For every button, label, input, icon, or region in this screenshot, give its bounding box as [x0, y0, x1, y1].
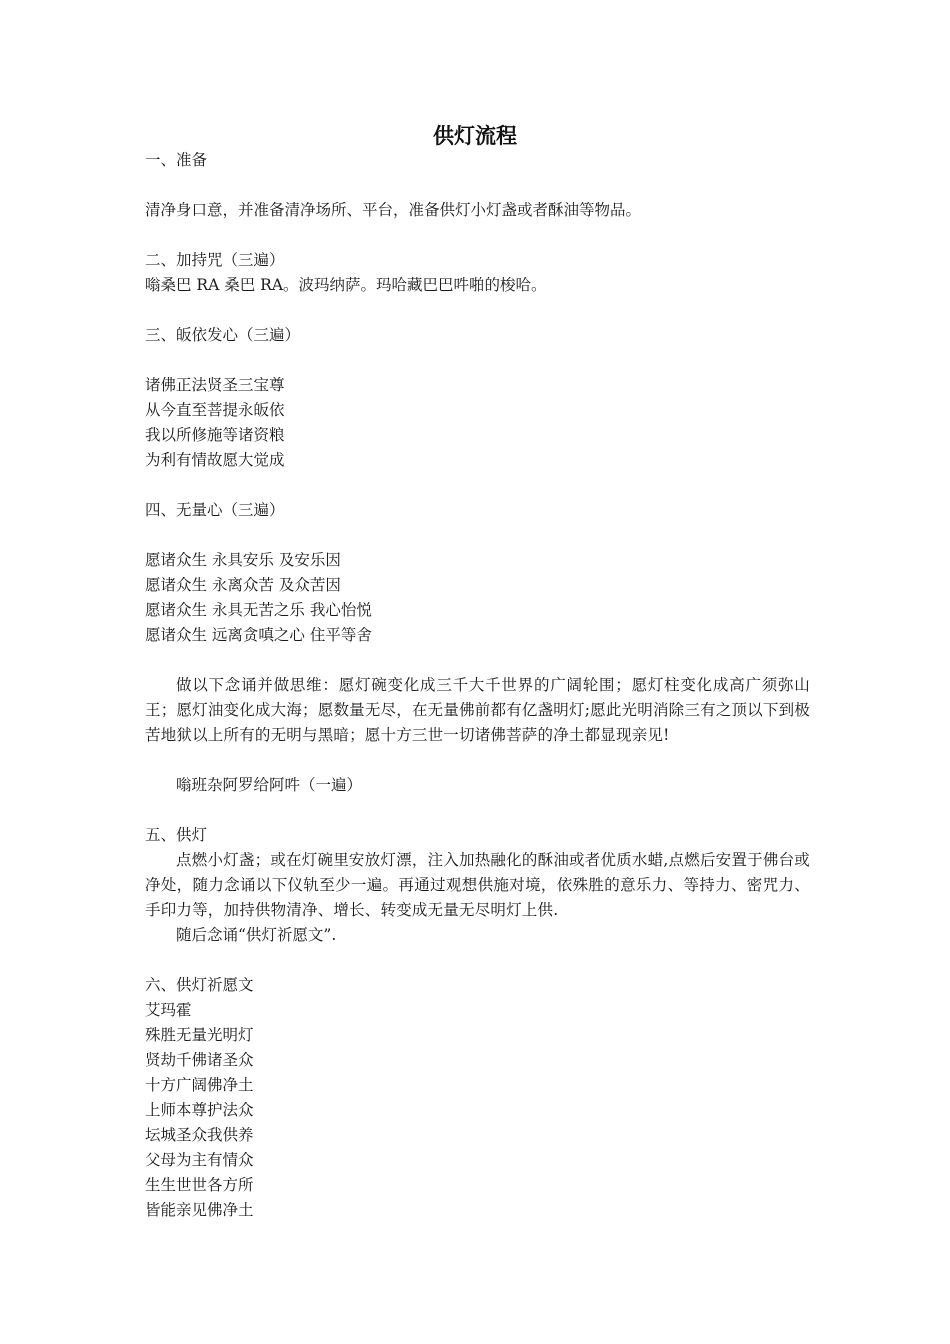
immeasurables-line: 愿诸众生 远离贪嗔之心 住平等舍	[145, 626, 372, 644]
section-heading-prayer: 六、供灯祈愿文	[145, 976, 254, 994]
mantra-line: 嗡班杂阿罗给阿吽（一遍）	[176, 776, 363, 794]
lamp-offering-followup: 随后念诵“供灯祈愿文”.	[176, 926, 337, 944]
prayer-line: 皆能亲见佛净土	[145, 1201, 254, 1219]
refuge-line: 我以所修施等诸资粮	[145, 426, 285, 444]
lamp-offering-paragraph: 点燃小灯盏；或在灯碗里安放灯漂，注入加热融化的酥油或者优质水蜡,点燃后安置于佛台或净处，随力念诵以下仪轨至少一遍。再通过观想供施对境，依殊胜的意乐力、等持力、密咒力、手印力等，加持供物清净、增长、转变成无量无尽明灯上供.	[145, 851, 810, 919]
prayer-line: 上师本尊护法众	[145, 1101, 254, 1119]
immeasurables-line: 愿诸众生 永离众苦 及众苦因	[145, 576, 341, 594]
immeasurables-line: 愿诸众生 永具无苦之乐 我心怡悦	[145, 601, 372, 619]
section-heading-lamp-offering: 五、供灯	[145, 826, 208, 844]
document-title: 供灯流程	[433, 124, 517, 148]
prayer-line: 十方广阔佛净土	[145, 1076, 254, 1094]
section-heading-blessing-mantra: 二、加持咒（三遍）	[145, 251, 285, 269]
immeasurables-line: 愿诸众生 永具安乐 及安乐因	[145, 551, 341, 569]
preparation-text: 清净身口意，并准备清净场所、平台，准备供灯小灯盏或者酥油等物品。	[145, 201, 642, 219]
section-heading-immeasurables: 四、无量心（三遍）	[145, 501, 285, 519]
refuge-line: 诸佛正法贤圣三宝尊	[145, 376, 285, 394]
prayer-line: 坛城圣众我供养	[145, 1126, 254, 1144]
refuge-line: 为利有情故愿大觉成	[145, 451, 285, 469]
contemplation-paragraph: 做以下念诵并做思维：愿灯碗变化成三千大千世界的广阔轮围；愿灯柱变化成高广须弥山王；愿灯油变化成大海；愿数量无尽，在无量佛前都有亿盏明灯;愿此光明消除三有之顶以下到极苦地狱以上所有的无明与黑暗；愿十方三世一切诸佛菩萨的净土都显现亲见!	[145, 676, 810, 744]
prayer-line: 殊胜无量光明灯	[145, 1026, 254, 1044]
prayer-line: 生生世世各方所	[145, 1176, 254, 1194]
section-heading-preparation: 一、准备	[145, 151, 208, 169]
section-heading-refuge: 三、皈依发心（三遍）	[145, 326, 301, 344]
prayer-line: 贤劫千佛诸圣众	[145, 1051, 254, 1069]
blessing-mantra-text: 嗡桑巴 RA 桑巴 RA。波玛纳萨。玛哈藏巴巴吽啪的梭哈。	[145, 276, 547, 294]
refuge-line: 从今直至菩提永皈依	[145, 401, 285, 419]
prayer-line: 艾玛霍	[145, 1001, 192, 1019]
document-body	[145, 148, 810, 1223]
prayer-line: 父母为主有情众	[145, 1151, 254, 1169]
